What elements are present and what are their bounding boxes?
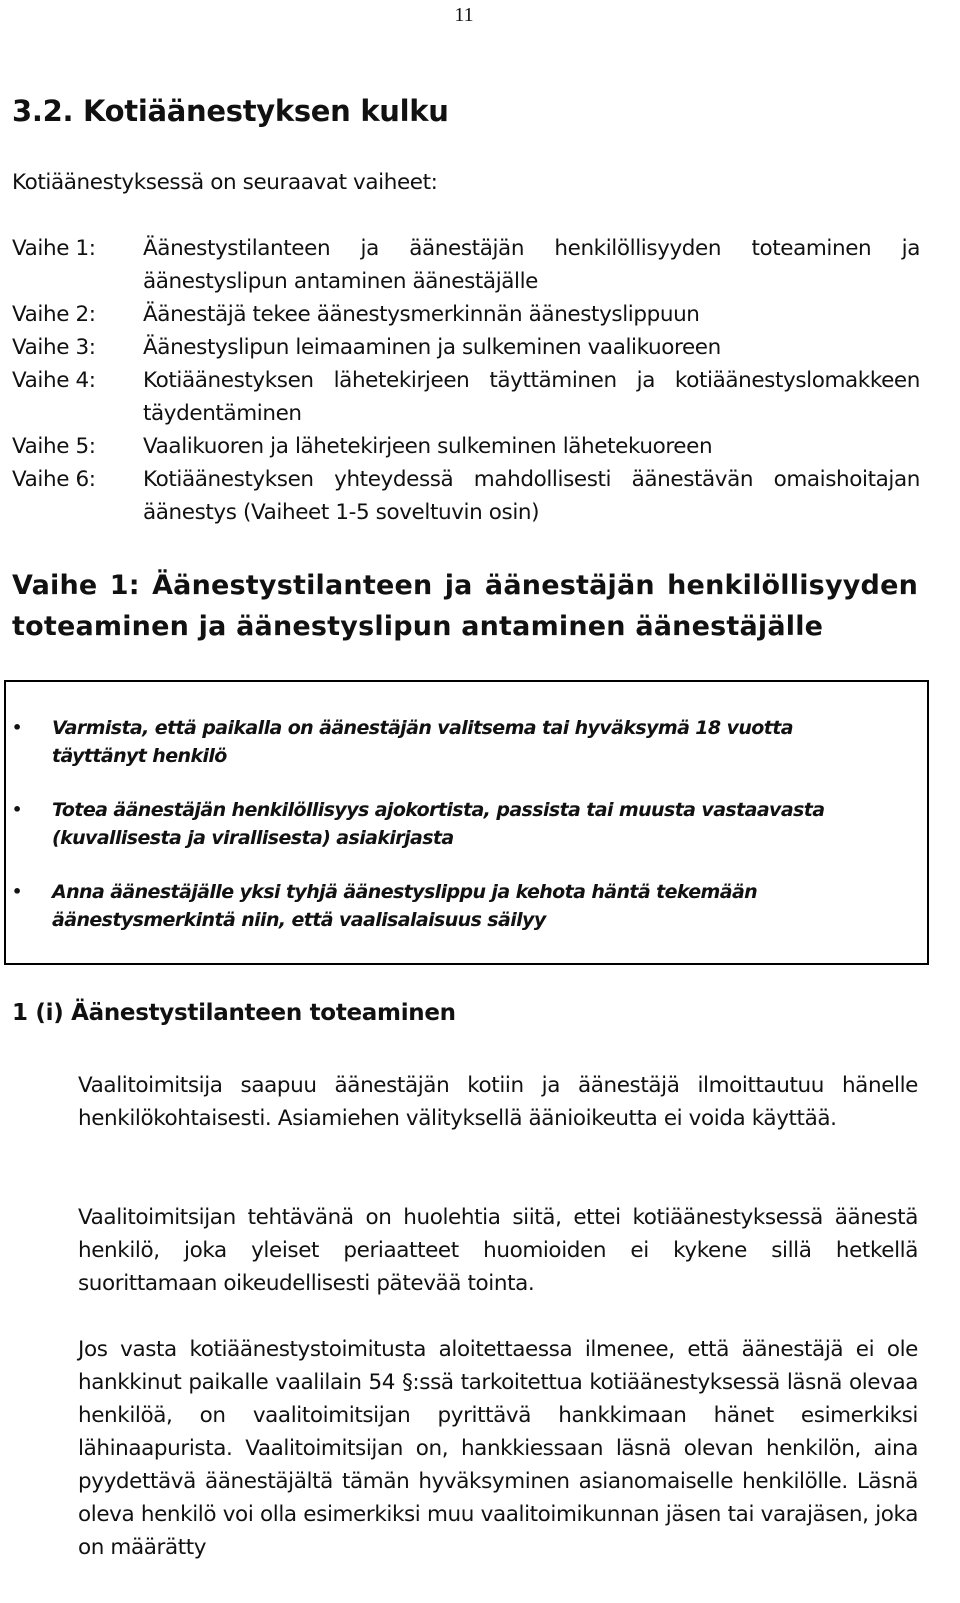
phase-item (12, 430, 920, 463)
checklist (12, 714, 882, 960)
phase-label: Vaihe 1: (12, 236, 96, 261)
phase-item (12, 232, 920, 298)
checklist-item-text: Totea äänestäjän henkilöllisyys ajokortista, passista tai muusta vastaavasta (kuvallisesta ja virallisesta) asiakirjasta (52, 799, 825, 849)
phase-label: Vaihe 6: (12, 467, 96, 492)
phase-text: Kotiäänestyksen yhteydessä mahdollisesti äänestävän omaishoitajan äänestys (Vaiheet 1-5 soveltuvin osin) (143, 467, 920, 525)
section-title: 3.2. Kotiäänestyksen kulku (12, 94, 449, 128)
phase-label: Vaihe 4: (12, 368, 96, 393)
bullet-icon: • (12, 718, 22, 737)
phase-item (12, 463, 920, 529)
phase-item (12, 364, 920, 430)
phase-text: Äänestystilanteen ja äänestäjän henkilöllisyyden toteaminen ja äänestyslipun antaminen äänestäjälle (143, 236, 920, 294)
intro-text: Kotiäänestyksessä on seuraavat vaiheet: (12, 170, 438, 195)
phase1-heading: Vaihe 1: Äänestystilanteen ja äänestäjän henkilöllisyyden toteaminen ja äänestyslipun antaminen äänestäjälle (12, 570, 918, 642)
checklist-item (12, 714, 882, 770)
bullet-icon: • (12, 882, 22, 901)
phase-list (12, 232, 920, 529)
page-number: 11 (454, 4, 474, 26)
bullet-icon: • (12, 800, 22, 819)
phase-label: Vaihe 5: (12, 434, 96, 459)
body-paragraph: Vaalitoimitsija saapuu äänestäjän kotiin ja äänestäjä ilmoittautuu hänelle henkilökohtaisesti. Asiamiehen välityksellä äänioikeutta ei voida käyttää. (78, 1073, 918, 1131)
phase-item (12, 298, 920, 331)
phase-text: Äänestäjä tekee äänestysmerkinnän äänestyslippuun (143, 302, 700, 327)
checklist-item (12, 796, 882, 852)
body-paragraph: Vaalitoimitsijan tehtävänä on huolehtia siitä, ettei kotiäänestyksessä äänestä henkilö, joka yleiset periaatteet huomioiden ei kykene sillä hetkellä suorittamaan oikeudellisesti pätevää tointa. (78, 1205, 918, 1296)
phase-text: Vaalikuoren ja lähetekirjeen sulkeminen lähetekuoreen (143, 434, 713, 459)
checklist-item (12, 878, 882, 934)
checklist-item-text: Anna äänestäjälle yksi tyhjä äänestyslippu ja kehota häntä tekemään äänestysmerkintä niin, että vaalisalaisuus säilyy (52, 881, 758, 931)
phase-label: Vaihe 2: (12, 302, 96, 327)
checklist-box (4, 680, 929, 965)
subheading: 1 (i) Äänestystilanteen toteaminen (12, 1000, 456, 1026)
checklist-item-text: Varmista, että paikalla on äänestäjän valitsema tai hyväksymä 18 vuotta täyttänyt henkilö (52, 717, 793, 767)
phase-label: Vaihe 3: (12, 335, 96, 360)
phase-text: Kotiäänestyksen lähetekirjeen täyttäminen ja kotiäänestyslomakkeen täydentäminen (143, 368, 920, 426)
phase-text: Äänestyslipun leimaaminen ja sulkeminen vaalikuoreen (143, 335, 721, 360)
body-paragraph: Jos vasta kotiäänestystoimitusta aloitettaessa ilmenee, että äänestäjä ei ole hankkinut paikalle vaalilain 54 §:ssä tarkoitettua kotiäänestyksessä läsnä olevaa henkilöä, on vaalitoimitsijan pyrittävä hankkimaan hänet esimerkiksi lähinaapurista. Vaalitoimitsijan on, hankkiessaan läsnä olevan henkilön, aina pyydettävä äänestäjältä tämän hyväksyminen asianomaiselle henkilölle. Läsnä oleva henkilö voi olla esimerkiksi muu vaalitoimikunnan jäsen tai varajäsen, joka on määrätty (78, 1337, 918, 1560)
phase-item (12, 331, 920, 364)
